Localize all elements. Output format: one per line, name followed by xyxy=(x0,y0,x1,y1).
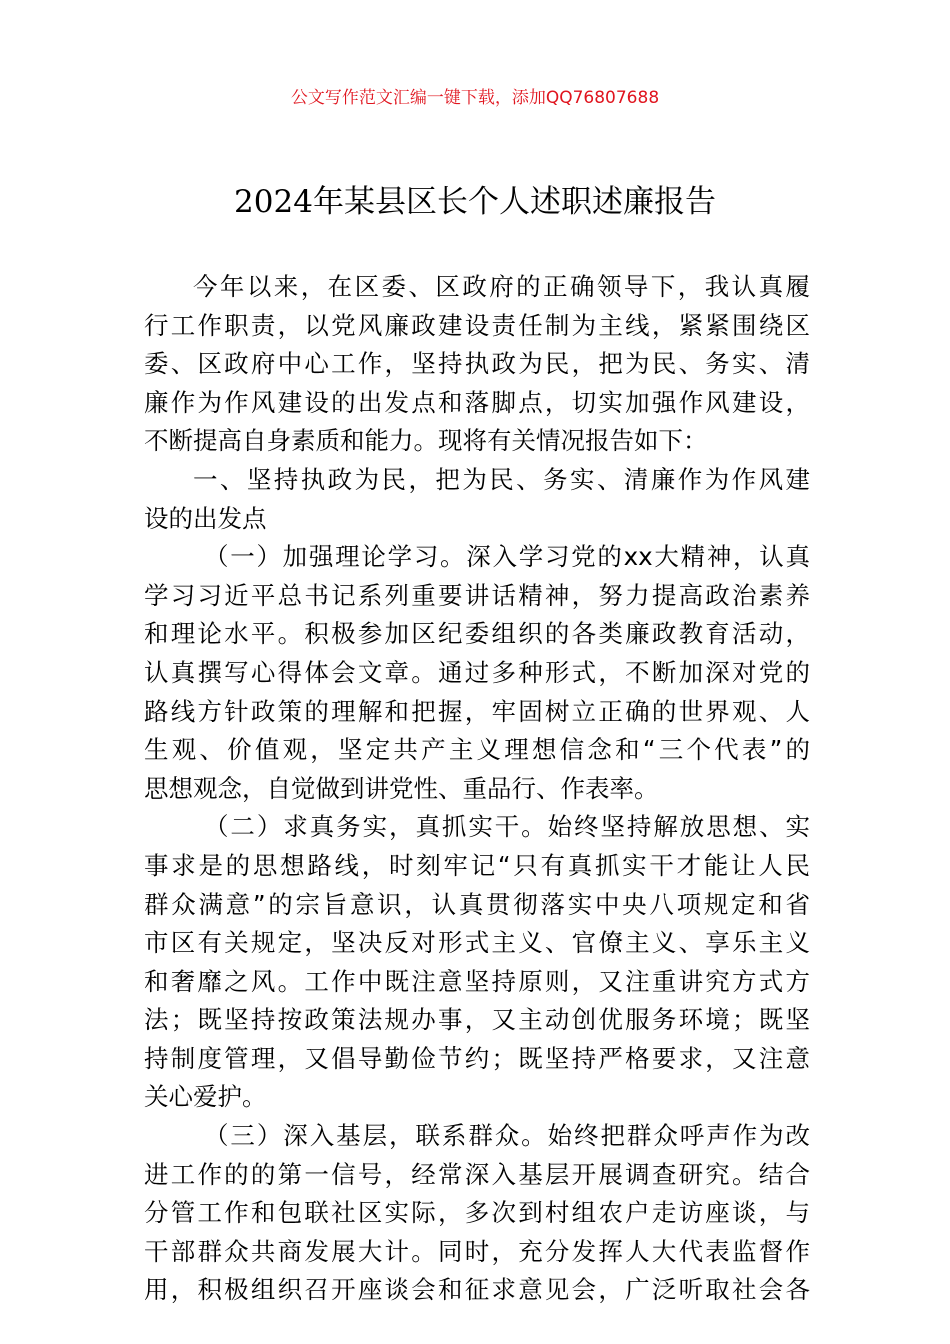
body-line: 学习习近平总书记系列重要讲话精神，努力提高政治素养 xyxy=(144,580,810,610)
watermark-text: 公文写作范文汇编一键下载，添加QQ76807688 xyxy=(290,88,660,108)
body-line: 生观、价值观，坚定共产主义理想信念和“三个代表”的 xyxy=(144,735,810,765)
body-line: （一）加强理论学习。深入学习党的xx大精神，认真 xyxy=(204,542,810,572)
body-line: 廉作为作风建设的出发点和落脚点，切实加强作风建设， xyxy=(144,387,810,417)
body-line: 关心爱护。 xyxy=(144,1082,267,1112)
body-line: （二）求真务实，真抓实干。始终坚持解放思想、实 xyxy=(204,812,810,842)
body-line: 和理论水平。积极参加区纪委组织的各类廉政教育活动， xyxy=(144,619,810,649)
body-line: 分管工作和包联社区实际，多次到村组农户走访座谈，与 xyxy=(144,1198,810,1228)
body-line: 用，积极组织召开座谈会和征求意见会，广泛听取社会各 xyxy=(144,1275,810,1305)
body-line: 进工作的的第一信号，经常深入基层开展调查研究。结合 xyxy=(144,1159,810,1189)
body-line: 认真撰写心得体会文章。通过多种形式，不断加深对党的 xyxy=(144,657,810,687)
body-line: 思想观念，自觉做到讲党性、重品行、作表率。 xyxy=(144,773,659,803)
body-line: 市区有关规定，坚决反对形式主义、官僚主义、享乐主义 xyxy=(144,928,810,958)
body-line: 不断提高自身素质和能力。现将有关情况报告如下： xyxy=(144,426,708,456)
body-line: 今年以来，在区委、区政府的正确领导下，我认真履 xyxy=(193,272,810,301)
section-heading-line: 一、坚持执政为民，把为民、务实、清廉作为作风建 xyxy=(193,464,810,494)
body-line: 路线方针政策的理解和把握，牢固树立正确的世界观、人 xyxy=(144,696,810,726)
body-line: 行工作职责，以党风廉政建设责任制为主线，紧紧围绕区 xyxy=(144,310,810,340)
body-line: 干部群众共商发展大计。同时，充分发挥人大代表监督作 xyxy=(144,1236,810,1266)
body-line: 群众满意”的宗旨意识，认真贯彻落实中央八项规定和省 xyxy=(144,889,810,919)
body-line: 持制度管理，又倡导勤俭节约；既坚持严格要求，又注意 xyxy=(144,1043,810,1073)
section-heading-line: 设的出发点 xyxy=(144,503,267,533)
body-line: 法；既坚持按政策法规办事，又主动创优服务环境；既坚 xyxy=(144,1005,810,1035)
document-body xyxy=(144,268,810,1310)
body-line: （三）深入基层，联系群众。始终把群众呼声作为改 xyxy=(204,1121,810,1151)
document-title: 2024年某县区长个人述职述廉报告 xyxy=(234,184,716,220)
body-line: 委、区政府中心工作，坚持执政为民，把为民、务实、清 xyxy=(144,349,810,379)
body-line: 事求是的思想路线，时刻牢记“只有真抓实干才能让人民 xyxy=(144,850,810,880)
body-line: 和奢靡之风。工作中既注意坚持原则，又注重讲究方式方 xyxy=(144,966,810,996)
